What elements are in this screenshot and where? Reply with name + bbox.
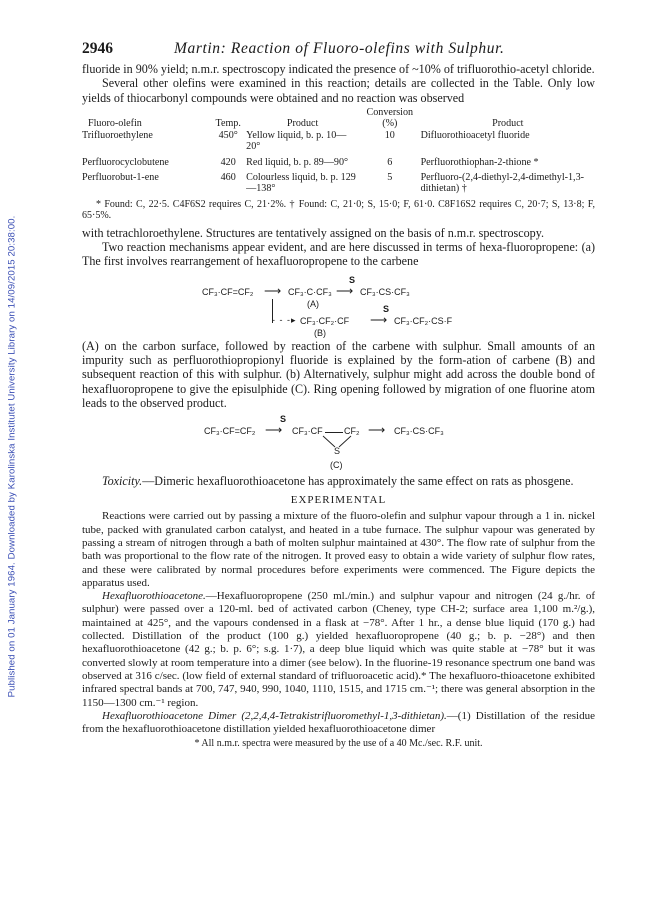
page-number: 2946: [82, 40, 113, 57]
table-cell: Colourless liquid, b. p. 129—138°: [246, 171, 356, 195]
table-cell: 420: [220, 156, 236, 168]
paragraph-5: (A) on the carbon surface, followed by reaction of the carbene with sulphur. Small amounts of an impurity such as perfluorothiopropionyl fluoride is explained by the form-ation of carbene (B) and subsequent reaction of this with sulphur. (b) Alternatively, sulphur might add across the double bond of hexafluoropropene to give the episulphide (C). Ring opening followed by migration of one fluorine atom leads to the observed product.: [82, 338, 595, 410]
scheme2-episulphide-right: CF₂: [344, 426, 360, 437]
table-header: Product: [286, 118, 319, 130]
scheme2-ring-s: S: [334, 446, 341, 457]
table-cell: 10: [384, 129, 395, 141]
table-cell: Red liquid, b. p. 89—90°: [246, 156, 349, 168]
paragraph-3: with tetrachloroethylene. Structures are tentatively assigned on the basis of n.m.r. spectroscopy.: [82, 225, 545, 240]
paragraph-1: fluoride in 90% yield; n.m.r. spectroscopy indicated the presence of ~10% of trifluorothio-acetyl chloride.: [82, 62, 595, 76]
table-row: [82, 172, 595, 199]
page-header: [82, 40, 595, 58]
scheme2-episulphide-left: CF₃·CF: [292, 426, 323, 437]
compound-heading: Hexafluorothioacetone.: [102, 590, 206, 603]
scheme1-product-a: CF₃·CS·CF₃: [360, 286, 410, 297]
reaction-scheme-2: [82, 410, 595, 472]
table-cell: 450°: [218, 129, 238, 141]
scheme2-label-c: (C): [330, 460, 343, 471]
scheme1-label-b: (B): [314, 327, 326, 338]
arrow-icon: ⟶: [370, 312, 388, 327]
publication-sidebar: [0, 0, 24, 912]
table-cell: 460: [220, 171, 236, 183]
table-cell: Difluorothioacetyl fluoride: [420, 129, 530, 141]
results-table: [82, 107, 595, 199]
publication-note: Published on 01 January 1964. Downloaded by Karolinska Institutet University Library on 14/09/2015 20:38:00.: [6, 215, 18, 697]
dimer-heading: Hexafluorothioacetone Dimer: [102, 709, 237, 722]
table-cell: Perfluorothiophan-2-thione *: [420, 156, 539, 168]
paragraph-2: Several other olefins were examined in this reaction; details are collected in the Table. Only low yields of thiocarbonyl compounds were obtained and no reaction was observed: [82, 76, 595, 105]
ring-bond: [325, 432, 343, 433]
table-cell: 5: [387, 171, 393, 183]
table-header: Temp.: [215, 118, 241, 130]
experimental-paragraph-3: [82, 710, 595, 737]
dashed-arrow-icon: - - -▸: [272, 314, 297, 325]
experimental-paragraph-2-text: —Hexafluoropropene (250 ml./min.) and sulphur vapour and nitrogen (24 g./hr. of sulphur) were passed over a 120-ml. bed of activated carbon (Cheney, type CH-2; surface area 1,100 m.²/g.), maintained at 425°, and the vapours condensed in a flask at −78°. After 1 hr., a dense blue liquid (170 g.) had collected. Distillation of the product (100 g.) yielded hexafluoropropene (40 g.; b. p. −28°) and then hexafluorothioacetone (42 g.; b. p. 6°; s.g. 1·7), a deep blue liquid which was quite stable at −78° but it was converted slowly at room temperature into a dimer (see below). In the fluorine-19 resonance spectrum one band was observed at 316 c/sec. (low field of external standard of trifluoroacetic acid).* The hexafluoro-thioacetone exhibited infrared spectral bands at 700, 747, 940, 990, 1040, 1110, 1515, and 1715 cm.⁻¹; there was general absorption in the 1150—1300 cm.⁻¹ region.: [82, 590, 595, 709]
scheme1-s1: S: [349, 274, 356, 285]
table-header: Conversion (%): [366, 106, 414, 130]
scheme1-label-a: (A): [307, 298, 319, 309]
experimental-paragraph-2: [82, 590, 595, 710]
paragraph-4: Two reaction mechanisms appear evident, and are here discussed in terms of hexa-fluoropropene: (a) The first involves rearrangement of hexafluoropropene to the carbene: [82, 240, 595, 269]
experimental-heading: EXPERIMENTAL: [290, 494, 387, 507]
arrow-icon: ⟶: [336, 283, 354, 298]
dimer-systematic-name: (2,2,4,4-Tetrakistrifluoromethyl-1,3-dithietan).: [241, 709, 447, 722]
scheme2-start: CF₃·CF=CF₂: [204, 426, 256, 437]
bottom-footnote: * All n.m.r. spectra were measured by the use of a 40 Mc./sec. R.F. unit.: [194, 738, 483, 750]
table-row: [82, 157, 595, 172]
table-cell: Perfluoro-(2,4-diethyl-2,4-dimethyl-1,3-dithietan) †: [420, 171, 584, 195]
table-header: Fluoro-olefin: [88, 118, 142, 130]
running-title: Martin: Reaction of Fluoro-olefins with Sulphur.: [174, 40, 505, 57]
table-cell: 6: [387, 156, 393, 168]
scheme2-product: CF₃·CS·CF₃: [394, 426, 444, 437]
table-cell: Perfluorobut-1-ene: [82, 171, 159, 183]
arrow-icon: ⟶: [368, 423, 386, 438]
scheme1-carbene-a: CF₃·C·CF₃: [288, 286, 332, 297]
table-row: [82, 130, 595, 157]
scheme2-s: S: [280, 414, 287, 425]
table-header-row: [82, 107, 595, 130]
toxicity-paragraph: [82, 474, 595, 488]
arrow-icon: ⟶: [265, 423, 283, 438]
scheme1-product-b: CF₃·CF₂·CS·F: [394, 315, 453, 326]
table-cell: Trifluoroethylene: [82, 129, 153, 141]
experimental-paragraph-1: Reactions were carried out by passing a mixture of the fluoro-olefin and sulphur vapour through a 1 in. nickel tube, packed with granulated carbon catalyst, and heated in a tube furnace. The sulphur vapour was generated by passing a stream of nitrogen through a bath of molten sulphur maintained at 430°. The flow rate of sulphur from the bath was proportional to the flow rate of the nitrogen. It proved easy to obtain a wide variety of sulphur flow rates, and these were calibrated by normal procedures before experiments were commenced. The Figure depicts the apparatus used.: [82, 510, 595, 589]
table-cell: Perfluorocyclobutene: [82, 156, 169, 168]
table-cell: Yellow liquid, b. p. 10—20°: [246, 129, 347, 153]
scheme1-carbene-b: CF₃·CF₂·CF: [300, 315, 350, 326]
page-body: [82, 40, 595, 749]
scheme1-s2: S: [383, 303, 390, 314]
reaction-scheme-1: [82, 269, 595, 339]
table-footnote: * Found: C, 22·5. C4F6S2 requires C, 21·2%. † Found: C, 21·0; S, 15·0; F, 61·0. C8F16S2 requires C, 20·7; S, 13·8; F, 65·5%.: [82, 198, 595, 222]
toxicity-text: —Dimeric hexafluorothioacetone has approximately the same effect on rats as phosgene.: [142, 474, 574, 489]
toxicity-heading: Toxicity.: [102, 474, 143, 489]
experimental-paragraph-3-text: —(1) Distillation of the residue from the hexafluorothioacetone distillation yielded hexafluorothioacetone dimer: [82, 709, 595, 736]
scheme1-start: CF₃·CF=CF₂: [202, 286, 254, 297]
table-header: Product: [492, 118, 524, 130]
arrow-icon: ⟶: [264, 283, 282, 298]
